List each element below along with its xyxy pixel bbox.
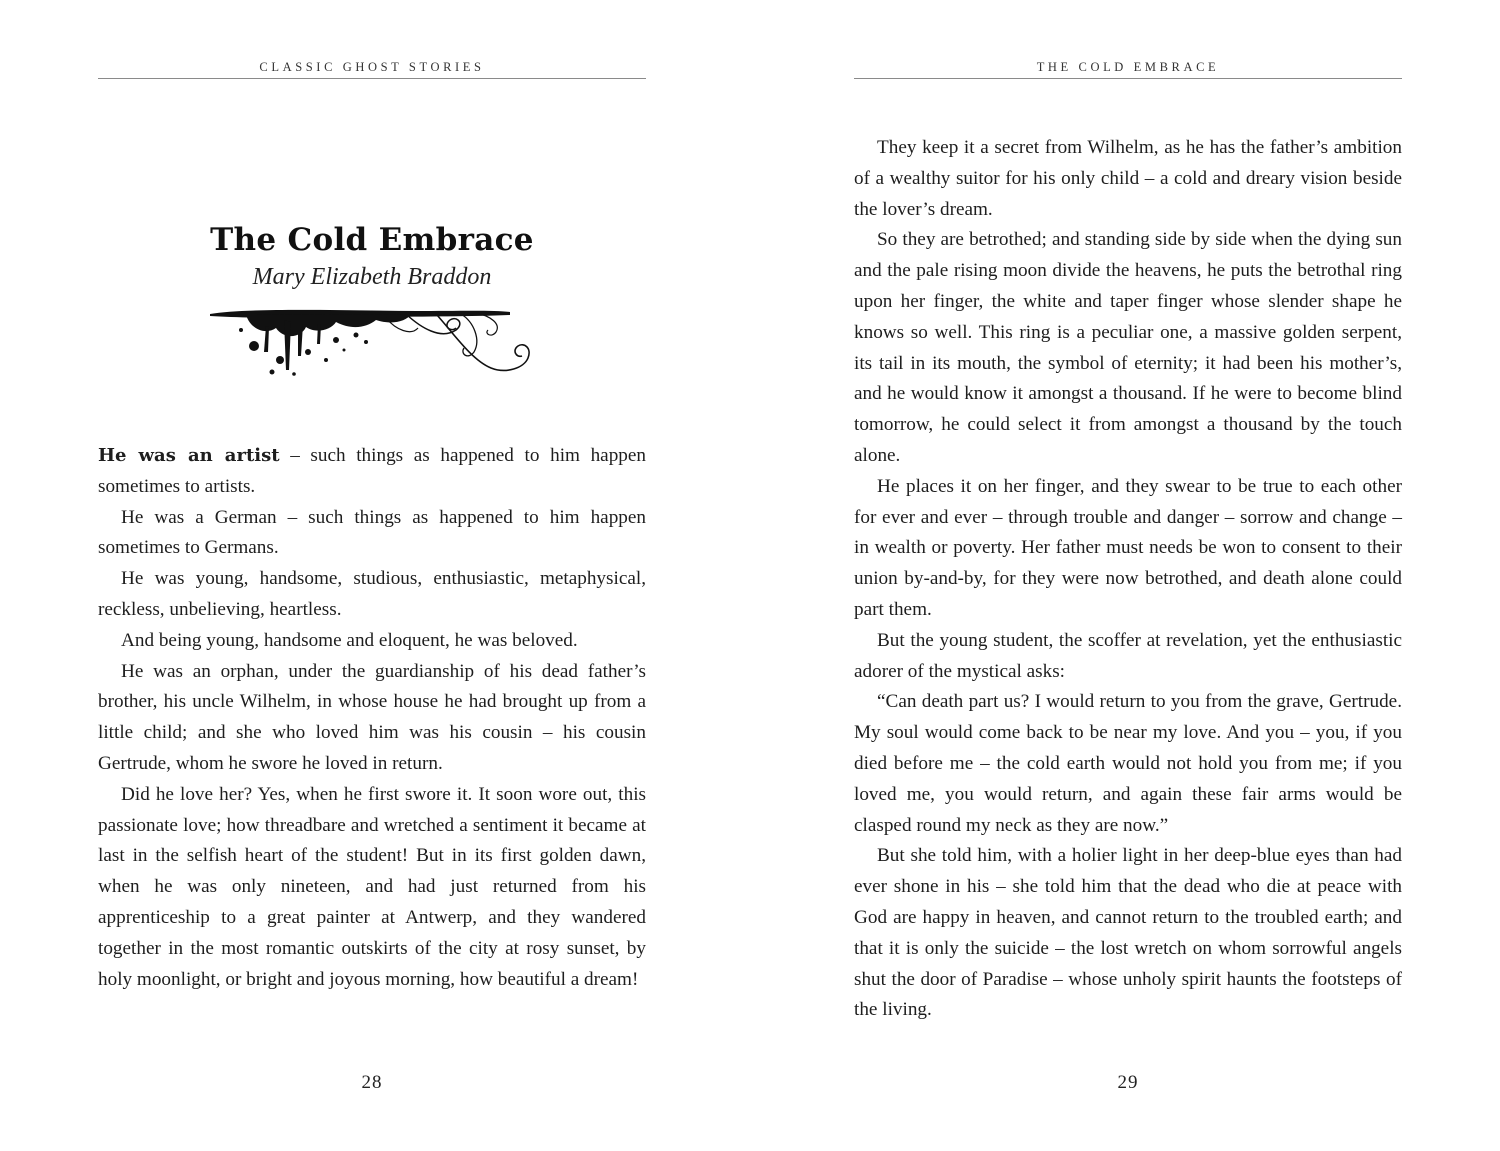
paragraph: But the young student, the scoffer at revelation, yet the enthusiastic adorer of the mystical asks:: [854, 629, 1402, 682]
header-rule: [854, 78, 1402, 79]
paragraph: He was a German – such things as happened to him happen sometimes to Germans.: [98, 506, 646, 559]
ink-splatter-flourish-icon: [206, 300, 546, 382]
story-body: [98, 441, 646, 995]
paragraph: He was an orphan, under the guardianship of his dead father’s brother, his uncle Wilhelm, in whose house he had brought up from a little child; and she who loved him was his cousin – his cousin Gertrude, whom he swore he loved in return.: [98, 660, 646, 774]
story-body: [854, 133, 1402, 1026]
paragraph: [98, 441, 646, 503]
left-page: [98, 0, 646, 1151]
running-head: CLASSIC GHOST STORIES: [259, 60, 485, 74]
story-author: Mary Elizabeth Braddon: [252, 264, 492, 290]
paragraph: “Can death part us? I would return to you from the grave, Gertrude. My soul would come back to be near my love. And you – you, if you died before me – the cold earth would not hold you from me; if you loved me, you would return, and again these fair arms would be clasped round my neck as they are now.”: [854, 691, 1402, 836]
story-title: The Cold Embrace: [210, 222, 534, 258]
paragraph: He places it on her finger, and they swear to be true to each other for ever and ever – through trouble and danger – sorrow and change – in wealth or poverty. Her father must needs be won to consent to their union by-and-by, for they were now betrothed, and death alone could part them.: [854, 475, 1402, 620]
paragraph: They keep it a secret from Wilhelm, as he has the father’s ambition of a wealthy suitor for his only child – a cold and dreary vision beside the lover’s dream.: [854, 137, 1402, 220]
paragraph: He was young, handsome, studious, enthusiastic, metaphysical, reckless, unbelieving, heartless.: [98, 568, 646, 620]
paragraph-text: – such things as happened to him happen sometimes to artists.: [98, 445, 646, 497]
header-rule: [98, 78, 646, 79]
page-number: 29: [1117, 1072, 1139, 1093]
paragraph: Did he love her? Yes, when he first swore it. It soon wore out, this passionate love; how threadbare and wretched a sentiment it became at last in the selfish heart of the student! But in its first golden dawn, when he was only nineteen, and had just returned from his apprenticeship to a great painter at Antwerp, and they wandered together in the most romantic outskirts of the city at rosy sunset, by holy moonlight, or bright and joyous morning, how beautiful a dream!: [98, 783, 646, 990]
right-page: [854, 0, 1402, 1151]
running-head: THE COLD EMBRACE: [1036, 60, 1220, 74]
lead-in: He was an artist: [98, 445, 280, 466]
paragraph: So they are betrothed; and standing side by side when the dying sun and the pale rising moon divide the heavens, he puts the betrothal ring upon her finger, the white and taper finger whose slender shape he knows so well. This ring is a peculiar one, a massive golden serpent, its tail in its mouth, the symbol of eternity; it had been his mother’s, and he would know it amongst a thousand. If he were to become blind tomorrow, he could select it from amongst a thousand by the touch alone.: [854, 229, 1402, 466]
paragraph: And being young, handsome and eloquent, he was beloved.: [121, 629, 578, 651]
paragraph: But she told him, with a holier light in her deep-blue eyes than had ever shone in his – she told him that the dead who die at peace with God are happy in heaven, and cannot return to the troubled earth; and that it is only the suicide – the lost wretch on whom sorrowful angels shut the door of Paradise – whose unholy spirit haunts the footsteps of the living.: [854, 845, 1402, 1021]
page-number: 28: [361, 1072, 383, 1093]
